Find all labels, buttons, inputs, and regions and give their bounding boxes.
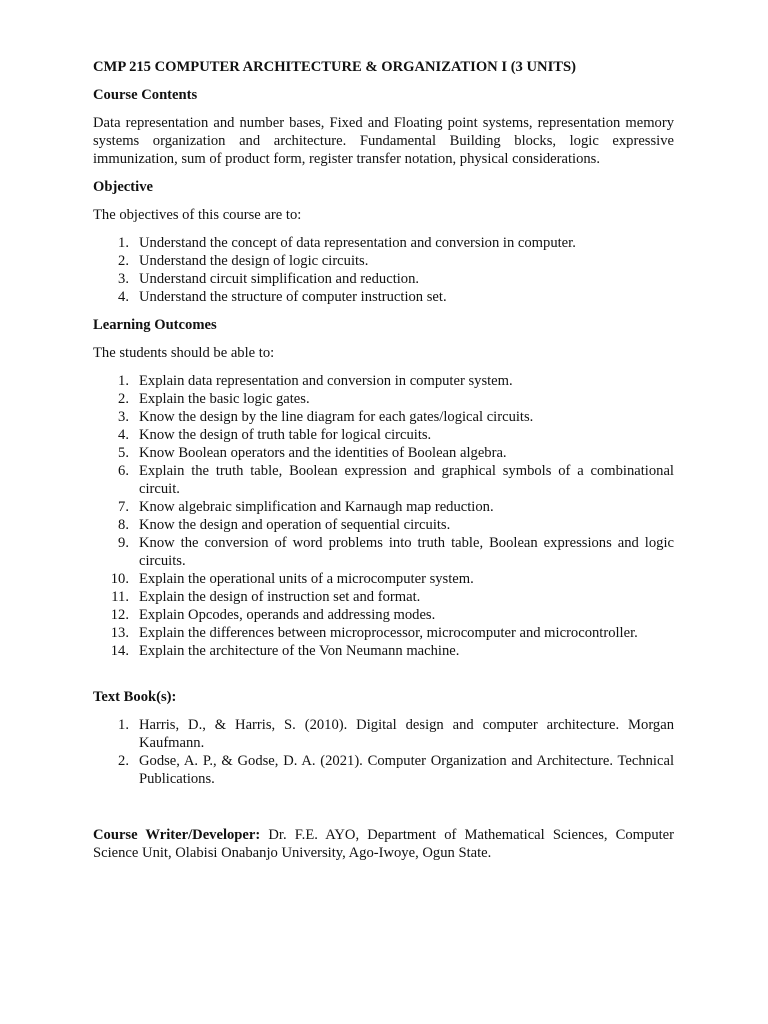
- list-item: 3. Know the design by the line diagram for each gates/logical circuits.: [118, 409, 534, 425]
- text-books-heading: Text Book(s):: [93, 689, 177, 705]
- list-item: 1. Understand the concept of data representation and conversion in computer.: [118, 235, 576, 251]
- course-contents-heading: Course Contents: [93, 87, 198, 103]
- outcome-item-text: Explain the operational units of a microcomputer system.: [139, 571, 474, 587]
- outcome-item-text: Know the design and operation of sequential circuits.: [139, 517, 451, 533]
- outcome-item-text: Know algebraic simplification and Karnaugh map reduction.: [139, 499, 494, 515]
- outcome-item-text: Explain the truth table, Boolean expression and graphical symbols of a combinational circuit.: [139, 463, 674, 497]
- list-item: 13. Explain the differences between microprocessor, microcomputer and microcontroller.: [110, 625, 638, 641]
- spacer: [93, 798, 674, 816]
- text-books-list: [93, 716, 674, 788]
- list-item: 9. Know the conversion of word problems into truth table, Boolean expressions and logic circuits.: [118, 535, 674, 569]
- course-writer-text: Dr. F.E. AYO, Department of Mathematical Sciences, Computer Science Unit, Olabisi Onabanjo University, Ago-Iwoye, Ogun State.: [93, 827, 675, 861]
- list-item: 10. Explain the operational units of a microcomputer system.: [110, 571, 474, 587]
- objective-item-text: Understand circuit simplification and reduction.: [139, 271, 420, 287]
- list-item: 2. Explain the basic logic gates.: [118, 391, 310, 407]
- list-item: 11. Explain the design of instruction set and format.: [111, 589, 421, 605]
- outcome-item-text: Explain the differences between microprocessor, microcomputer and microcontroller.: [139, 625, 638, 641]
- course-title: CMP 215 COMPUTER ARCHITECTURE & ORGANIZATION I (3 UNITS): [93, 59, 576, 75]
- outcome-item-text: Explain the architecture of the Von Neumann machine.: [139, 643, 460, 659]
- outcome-item-text: Explain the basic logic gates.: [139, 391, 310, 407]
- learning-outcomes-list: [93, 372, 674, 660]
- outcome-item-text: Know the design of truth table for logical circuits.: [139, 427, 432, 443]
- text-book-item-text: Harris, D., & Harris, S. (2010). Digital design and computer architecture. Morgan Kaufmann.: [139, 717, 674, 751]
- learning-outcomes-intro: The students should be able to:: [93, 345, 275, 361]
- list-item: 4. Understand the structure of computer instruction set.: [118, 289, 447, 305]
- list-item: 14. Explain the architecture of the Von Neumann machine.: [110, 643, 460, 659]
- list-item: 12. Explain Opcodes, operands and addressing modes.: [110, 607, 436, 623]
- spacer: [93, 816, 674, 826]
- outcome-item-text: Know the conversion of word problems into truth table, Boolean expressions and logic circuits.: [139, 535, 674, 569]
- text-book-item-text: Godse, A. P., & Godse, D. A. (2021). Computer Organization and Architecture. Technical Publications.: [139, 753, 674, 787]
- course-contents-text: Data representation and number bases, Fixed and Floating point systems, representation memory systems organization and architecture. Fundamental Building blocks, logic expressive immunization, sum of product form, register transfer notation, physical considerations.: [93, 115, 674, 167]
- learning-outcomes-heading: Learning Outcomes: [93, 317, 217, 333]
- document-page: [93, 58, 674, 862]
- list-item: 1. Harris, D., & Harris, S. (2010). Digital design and computer architecture. Morgan Kaufmann.: [118, 717, 674, 751]
- outcome-item-text: Explain Opcodes, operands and addressing modes.: [139, 607, 436, 623]
- list-item: 7. Know algebraic simplification and Karnaugh map reduction.: [118, 499, 494, 515]
- outcome-item-text: Explain the design of instruction set and format.: [139, 589, 421, 605]
- outcome-item-text: Explain data representation and conversion in computer system.: [139, 373, 513, 389]
- list-item: 2. Understand the design of logic circuits.: [118, 253, 369, 269]
- list-item: 3. Understand circuit simplification and reduction.: [118, 271, 420, 287]
- list-item: 1. Explain data representation and conversion in computer system.: [118, 373, 513, 389]
- course-writer-label: Course Writer/Developer:: [93, 827, 261, 843]
- list-item: 5. Know Boolean operators and the identities of Boolean algebra.: [118, 445, 507, 461]
- course-writer: [93, 826, 674, 862]
- list-item: 4. Know the design of truth table for logical circuits.: [118, 427, 432, 443]
- objective-item-text: Understand the design of logic circuits.: [139, 253, 369, 269]
- outcome-item-text: Know Boolean operators and the identities of Boolean algebra.: [139, 445, 507, 461]
- objective-item-text: Understand the concept of data representation and conversion in computer.: [139, 235, 576, 251]
- outcome-item-text: Know the design by the line diagram for each gates/logical circuits.: [139, 409, 534, 425]
- objective-intro: The objectives of this course are to:: [93, 207, 302, 223]
- objective-item-text: Understand the structure of computer instruction set.: [139, 289, 447, 305]
- list-item: 6. Explain the truth table, Boolean expression and graphical symbols of a combinational circuit.: [118, 463, 674, 497]
- objective-heading: Objective: [93, 179, 153, 195]
- objective-list: [93, 234, 674, 306]
- list-item: 8. Know the design and operation of sequential circuits.: [118, 517, 451, 533]
- spacer: [93, 670, 674, 688]
- list-item: 2. Godse, A. P., & Godse, D. A. (2021). Computer Organization and Architecture. Technical Publications.: [118, 753, 674, 787]
